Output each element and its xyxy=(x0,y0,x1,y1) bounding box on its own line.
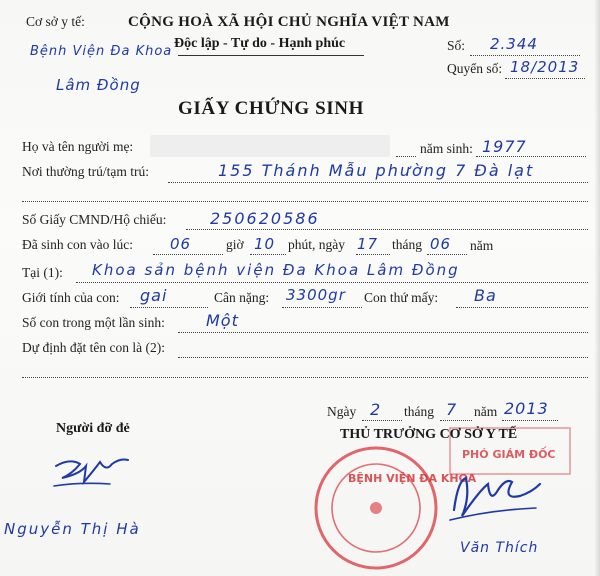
date-day-label: Ngày xyxy=(327,404,357,419)
head-name: Văn Thích xyxy=(460,540,539,556)
mother-name-dots xyxy=(396,156,416,157)
date-year-label: năm xyxy=(474,404,498,419)
midwife-title: Người đỡ đẻ xyxy=(56,421,130,436)
facility-name-line1: Bệnh Viện Đa Khoa xyxy=(30,44,173,59)
facility-label: Cơ sở y tế: xyxy=(26,14,85,29)
country-heading: CỘNG HOÀ XÃ HỘI CHỦ NGHĨA VIỆT NAM xyxy=(128,14,450,30)
head-signature xyxy=(440,470,550,530)
facility-name-line2: Lâm Đồng xyxy=(56,76,141,94)
year-label: năm xyxy=(470,238,494,253)
number-label: Số: xyxy=(447,38,466,53)
weight-value: 3300gr xyxy=(286,286,346,304)
weight-label: Cân nặng: xyxy=(214,290,270,305)
month-dots xyxy=(427,254,467,255)
count-value: Một xyxy=(206,311,239,330)
weight-dots xyxy=(282,307,362,308)
midwife-name: Nguyễn Thị Hà xyxy=(4,520,141,538)
minute-label: phút, ngày xyxy=(288,237,345,252)
head-title: THỦ TRƯỞNG CƠ SỞ Y TẾ xyxy=(340,427,518,442)
number-dots xyxy=(470,55,580,56)
hour-dots xyxy=(153,254,223,255)
motto-underline xyxy=(178,55,364,56)
name-label: Dự định đặt tên con là (2): xyxy=(22,340,166,355)
stamp-ring-text: BỆNH VIỆN ĐA KHOA xyxy=(348,472,477,485)
stamp-position-text: PHÓ GIÁM ĐỐC xyxy=(462,448,556,461)
id-label: Số Giấy CMND/Hộ chiếu: xyxy=(22,212,167,227)
born-minute-value: 10 xyxy=(254,235,276,253)
residence-dots-2 xyxy=(22,201,588,202)
sex-dots xyxy=(130,307,208,308)
month-label: tháng xyxy=(392,237,422,252)
birth-year-value: 1977 xyxy=(482,137,527,156)
hour-label: giờ xyxy=(226,237,244,252)
born-day-value: 17 xyxy=(357,235,379,253)
place-label: Tại (1): xyxy=(22,265,63,280)
sex-label: Giới tính của con: xyxy=(22,290,120,305)
document-title: GIẤY CHỨNG SINH xyxy=(178,98,364,119)
sex-value: gai xyxy=(140,286,168,305)
id-dots xyxy=(186,229,588,230)
residence-label: Nơi thường trú/tạm trú: xyxy=(22,164,149,179)
number-value: 2.344 xyxy=(490,35,538,53)
book-label: Quyển số: xyxy=(447,61,503,76)
date-month-label: tháng xyxy=(404,404,434,419)
id-value: 250620586 xyxy=(210,209,320,228)
count-dots xyxy=(178,332,588,333)
mother-name-label: Họ và tên người mẹ: xyxy=(22,139,134,154)
date-day-value: 2 xyxy=(370,400,382,419)
born-month-value: 06 xyxy=(430,235,452,253)
order-value: Ba xyxy=(474,286,497,305)
order-label: Con thứ mấy: xyxy=(364,290,439,305)
name-dots xyxy=(178,357,588,358)
born-hour-value: 06 xyxy=(170,235,192,253)
date-month-value: 7 xyxy=(446,400,458,419)
place-value: Khoa sản bệnh viện Đa Khoa Lâm Đồng xyxy=(92,261,460,279)
book-dots xyxy=(505,78,585,79)
place-dots xyxy=(76,282,588,283)
book-value: 18/2013 xyxy=(510,58,580,76)
residence-dots xyxy=(168,182,588,183)
count-label: Số con trong một lần sinh: xyxy=(22,315,165,330)
residence-value: 155 Thánh Mẫu phường 7 Đà lạt xyxy=(218,161,535,180)
birth-year-label: năm sinh: xyxy=(420,141,473,156)
minute-dots xyxy=(250,254,286,255)
redacted-mother-name xyxy=(150,135,390,157)
page-edge-shadow xyxy=(594,0,600,576)
born-at-label: Đã sinh con vào lúc: xyxy=(22,237,133,252)
name-dots-2 xyxy=(22,377,588,378)
midwife-signature xyxy=(50,452,140,492)
birth-year-dots xyxy=(476,156,586,157)
order-dots xyxy=(456,307,588,308)
date-year-value: 2013 xyxy=(504,399,549,418)
day-dots xyxy=(356,254,390,255)
motto: Độc lập - Tự do - Hạnh phúc xyxy=(174,36,346,51)
